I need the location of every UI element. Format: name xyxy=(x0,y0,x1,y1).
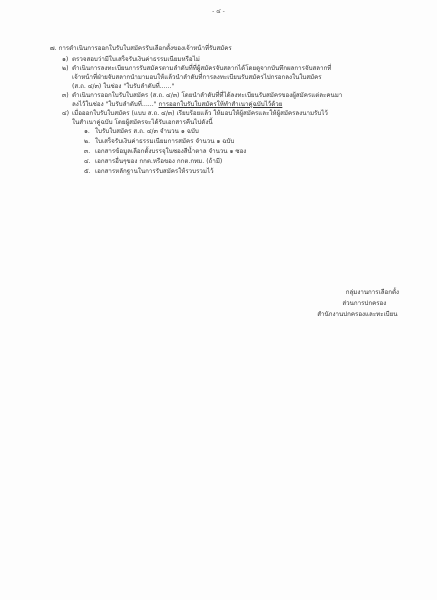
signature-block xyxy=(316,287,399,320)
item-number: ๒. xyxy=(84,138,91,145)
list-item xyxy=(62,55,395,64)
signature-unit: กลุ่มงานการเลือกตั้ง xyxy=(345,289,399,296)
signature-office: สำนักงานปกครองและทะเบียน xyxy=(317,311,398,318)
item-number: ๑. xyxy=(84,128,90,135)
section-7 xyxy=(50,44,395,177)
list-item xyxy=(84,167,395,177)
list-item xyxy=(84,157,395,167)
list-item xyxy=(62,64,395,91)
list-item xyxy=(62,109,395,127)
item-text: ตรวจสอบว่ามีใบเสร็จรับเงินค่าธรรมเนียมหรือไม่ xyxy=(72,56,200,63)
list-item xyxy=(84,137,395,147)
item-list xyxy=(62,55,395,177)
underlined-note: การออกใบรับใบสมัครให้ทำสำเนาคู่ฉบับไว้ด้วย xyxy=(158,101,283,108)
item-number: ๕. xyxy=(84,168,91,175)
item-text: ใบเสร็จรับเงินค่าธรรมเนียมการสมัคร จำนวน ๑ ฉบับ xyxy=(95,138,235,145)
item-number: ๔. xyxy=(84,158,91,165)
item-text: เจ้าหน้าที่ฝ่ายจับสลากนำมามอบให้แล้วนำลำดับที่การลงทะเบียนรับสมัครไปกรอกลงในใบสมัคร xyxy=(72,74,322,81)
page-number: - ๔ - xyxy=(212,8,225,15)
item-number: ๓) xyxy=(62,92,69,99)
list-item xyxy=(84,127,395,137)
section-heading: ๗. การดำเนินการออกใบรับใบสมัครรับเลือกตั้งของเจ้าหน้าที่รับสมัคร xyxy=(50,45,232,52)
item-number: ๔) xyxy=(62,110,70,117)
list-item xyxy=(84,147,395,157)
item-text: ในสำเนาคู่ฉบับ โดยผู้สมัครจะได้รับเอกสารคืนไปดังนี้ xyxy=(72,119,213,126)
item-text: (ส.ถ. ๔/๓) ในช่อง "ใบรับลำดับที่......" xyxy=(72,83,175,90)
item-text: เอกสารข้อมูลเลือกตั้งบรรจุในซองสีน้ำตาล จำนวน ๑ ซอง xyxy=(95,148,247,155)
list-item xyxy=(62,91,395,109)
item-text: ลงไว้ในช่อง "ใบรับลำดับที่......" xyxy=(72,101,159,108)
item-text: เอกสารอื่นๆของ กกต.หรือของ กกต.กทม. (ถ้ามี) xyxy=(95,158,223,165)
item-number: ๒) xyxy=(62,65,69,72)
item-text: ดำเนินการออกใบรับใบสมัคร (ส.ถ. ๔/๓) โดยนำลำดับที่ที่ได้ลงทะเบียนรับสมัครของผู้สมัครแต่ละคนมา xyxy=(72,92,343,99)
item-text: ใบรับใบสมัคร ส.ถ. ๔/๓ จำนวน ๑ ฉบับ xyxy=(95,128,199,135)
item-text: ดำเนินการลงทะเบียนการรับสมัครตามลำดับที่ที่ผู้สมัครจับสลากได้โดยดูจากบันทึกผลการจับสลากที่ xyxy=(72,65,332,72)
returned-documents-list xyxy=(84,127,395,177)
signature-division: ส่วนการปกครอง xyxy=(342,300,387,307)
item-number: ๓. xyxy=(84,148,91,155)
item-text: เมื่อออกใบรับใบสมัคร (แบบ ส.ถ. ๔/๓) เรียบร้อยแล้ว ให้มอบให้ผู้สมัครและให้ผู้สมัครลงนามรับไว้ xyxy=(72,110,328,117)
item-number: ๑) xyxy=(62,56,69,63)
item-text: เอกสารหลักฐานในการรับสมัครให้รวบรวมไว้ xyxy=(95,168,214,175)
